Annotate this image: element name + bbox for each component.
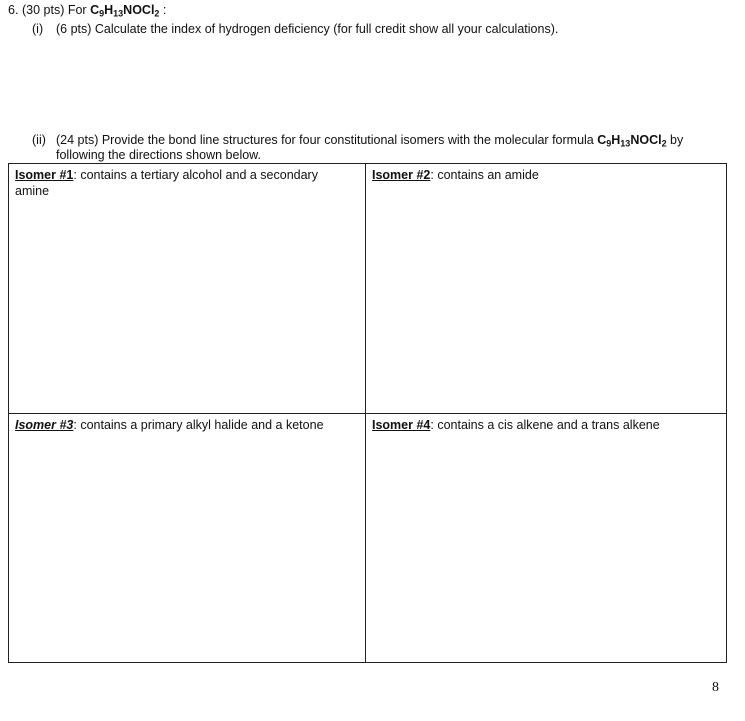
molecular-formula-inline: $C_9H_{13}NOCl_2$ bbox=[597, 133, 667, 149]
part-ii-text-line2: following the directions shown below. bbox=[56, 148, 261, 162]
isomer-1-answer-box[interactable] bbox=[9, 164, 366, 414]
isomer-1-label: Isomer #1 bbox=[15, 168, 74, 182]
isomer-3-answer-box[interactable] bbox=[9, 414, 366, 662]
part-ii-text-suffix: by bbox=[666, 133, 684, 147]
page-number: 8 bbox=[712, 680, 719, 695]
isomer-2-description: : contains an amide bbox=[430, 168, 539, 182]
isomer-2-answer-box[interactable] bbox=[366, 164, 726, 414]
molecular-formula: $C_9H_{13}NOCl_2$ bbox=[90, 3, 160, 19]
part-ii-text-prefix: (24 pts) Provide the bond line structures for four constitutional isomers with the molecular formula bbox=[56, 133, 598, 147]
question-intro-prefix: (30 pts) For bbox=[22, 3, 91, 17]
isomer-answer-grid bbox=[8, 163, 727, 663]
part-ii-number: (ii) bbox=[32, 133, 46, 147]
question-number: 6. bbox=[8, 3, 19, 17]
part-i-text: (6 pts) Calculate the index of hydrogen deficiency (for full credit show all your calculations). bbox=[56, 22, 559, 36]
isomer-3-label: Isomer #3 bbox=[15, 418, 74, 432]
question-intro bbox=[22, 3, 166, 17]
question-intro-suffix: : bbox=[159, 3, 167, 17]
isomer-3-description: : contains a primary alkyl halide and a ketone bbox=[73, 418, 324, 432]
part-i-number: (i) bbox=[32, 22, 44, 36]
isomer-1-description: : contains a tertiary alcohol and a secondary amine bbox=[15, 168, 318, 198]
isomer-2-label: Isomer #2 bbox=[372, 168, 431, 182]
isomer-4-label: Isomer #4 bbox=[372, 418, 431, 432]
part-ii-text bbox=[56, 133, 683, 163]
isomer-4-description: : contains a cis alkene and a trans alkene bbox=[430, 418, 660, 432]
isomer-4-answer-box[interactable] bbox=[366, 414, 726, 662]
